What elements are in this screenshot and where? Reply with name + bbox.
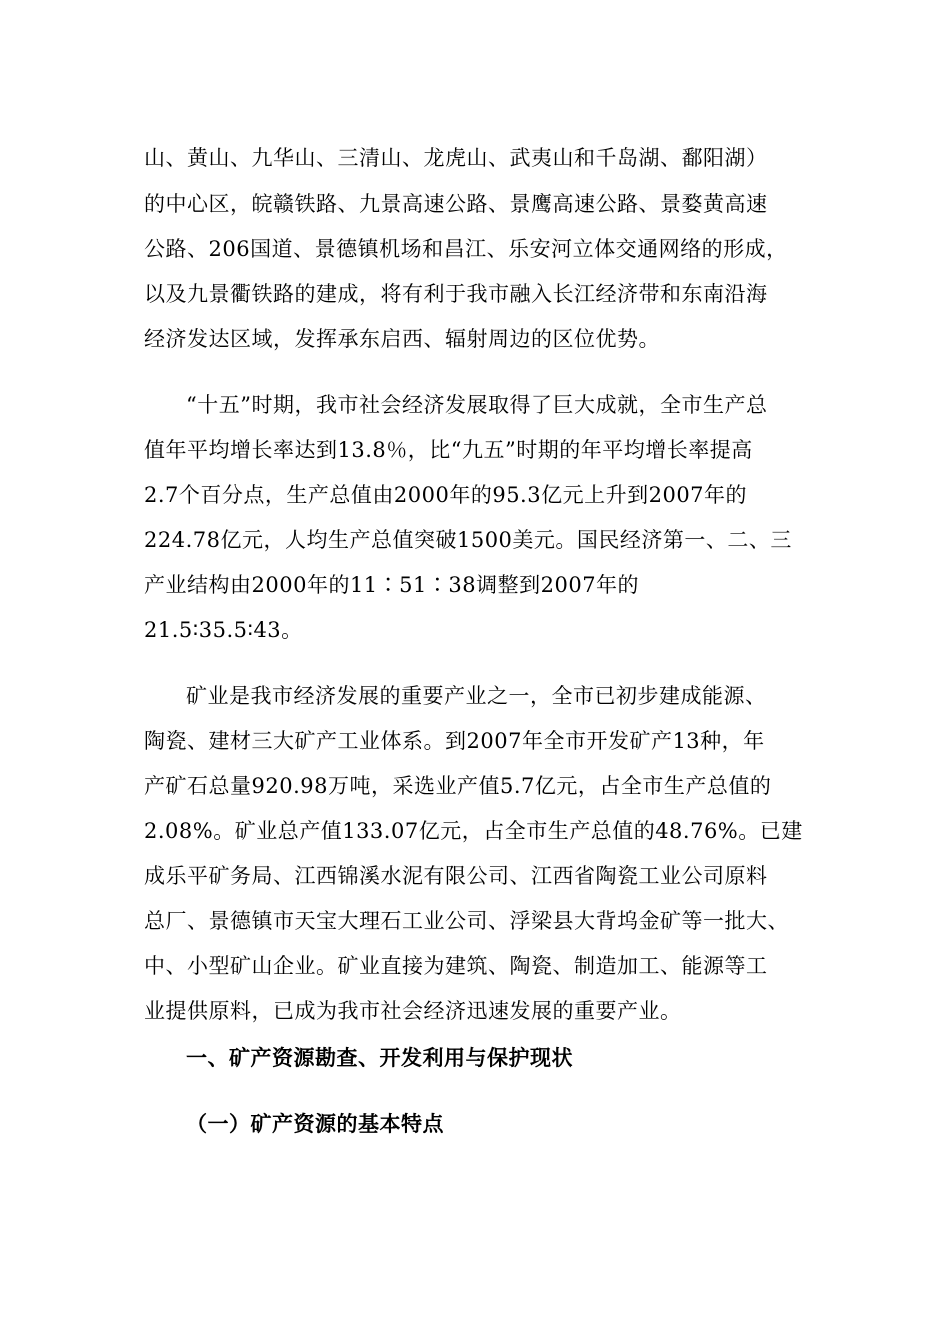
paragraph-2-line-1: “十五”时期，我市社会经济发展取得了巨大成就，全市生产总 xyxy=(186,393,768,417)
subsection-heading: （一）矿产资源的基本特点 xyxy=(186,1111,444,1136)
section-heading: 一、矿产资源勘查、开发利用与保护现状 xyxy=(186,1045,573,1070)
paragraph-1-line-5: 经济发达区域，发挥承东启西、辐射周边的区位优势。 xyxy=(144,327,660,351)
paragraph-1-line-4: 以及九景衢铁路的建成，将有利于我市融入长江经济带和东南沿海 xyxy=(144,282,768,306)
paragraph-3-line-6: 总厂、景德镇市天宝大理石工业公司、浮梁县大背坞金矿等一批大、 xyxy=(144,909,789,933)
paragraph-2-line-2: 值年平均增长率达到13.8％，比“九五”时期的年平均增长率提高 xyxy=(144,438,753,462)
paragraph-2-line-6: 21.5∶35.5∶43。 xyxy=(144,618,303,642)
paragraph-2-line-5: 产业结构由2000年的11∶51∶38调整到2007年的 xyxy=(144,573,640,597)
paragraph-2-line-3: 2.7个百分点，生产总值由2000年的95.3亿元上升到2007年的 xyxy=(144,483,748,507)
paragraph-3-line-7: 中、小型矿山企业。矿业直接为建筑、陶瓷、制造加工、能源等工 xyxy=(144,954,768,978)
paragraph-3-line-3: 产矿石总量920.98万吨，采选业产值5.7亿元，占全市生产总值的 xyxy=(144,774,772,798)
paragraph-1-line-2: 的中心区，皖赣铁路、九景高速公路、景鹰高速公路、景婺黄高速 xyxy=(144,192,768,216)
paragraph-3-line-1: 矿业是我市经济发展的重要产业之一，全市已初步建成能源、 xyxy=(186,684,767,708)
paragraph-1-line-3: 公路、206国道、景德镇机场和昌江、乐安河立体交通网络的形成， xyxy=(144,237,788,261)
paragraph-2-line-4: 224.78亿元，人均生产总值突破1500美元。国民经济第一、二、三 xyxy=(144,528,792,552)
paragraph-1-line-1: 山、黄山、九华山、三清山、龙虎山、武夷山和千岛湖、鄱阳湖） xyxy=(144,146,768,170)
paragraph-3-line-4: 2.08%。矿业总产值133.07亿元，占全市生产总值的48.76%。已建 xyxy=(144,819,803,843)
paragraph-3-line-2: 陶瓷、建材三大矿产工业体系。到2007年全市开发矿产13种，年 xyxy=(144,729,765,753)
paragraph-3-line-8: 业提供原料，已成为我市社会经济迅速发展的重要产业。 xyxy=(144,999,682,1023)
paragraph-3-line-5: 成乐平矿务局、江西锦溪水泥有限公司、江西省陶瓷工业公司原料 xyxy=(144,864,768,888)
